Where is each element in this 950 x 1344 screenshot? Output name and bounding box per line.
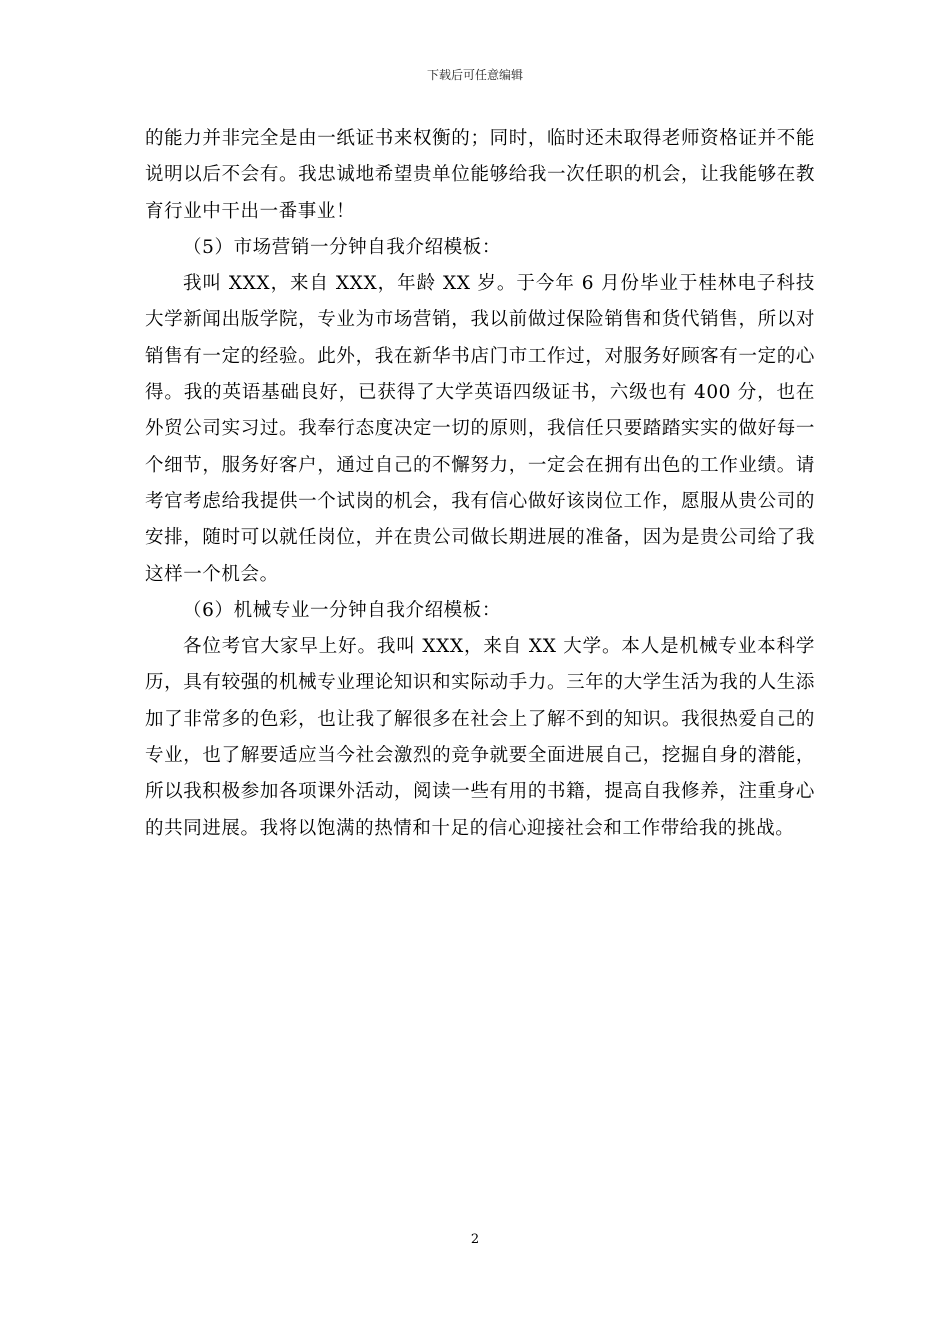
paragraph-mechanical-intro: 各位考官大家早上好。我叫 XXX，来自 XX 大学。本人是机械专业本科学历，具有较强的机械专业理论知识和实际动手力。三年的大学生活为我的人生添加了非常多的色彩，也让我了解很多在社会上了解不到的知识。我很热爱自己的专业，也了解要适应当今社会激烈的竞争就要全面进展自己，挖掘自身的潜能，所以我积极参加各项课外活动，阅读一些有用的书籍，提高自我修养，注重身心的共同进展。我将以饱满的热情和十足的信心迎接社会和工作带给我的挑战。 bbox=[145, 636, 815, 839]
page-number: 2 bbox=[470, 1232, 480, 1247]
page-header: 下载后可任意编辑 bbox=[426, 68, 523, 82]
section-heading-mechanical: （6）机械专业一分钟自我介绍模板： bbox=[183, 599, 501, 621]
section-heading-marketing: （5）市场营销一分钟自我介绍模板： bbox=[183, 236, 501, 258]
document-body bbox=[145, 121, 815, 847]
paragraph-marketing-intro: 我叫 XXX，来自 XXX，年龄 XX 岁。于今年 6 月份毕业于桂林电子科技大学新闻出版学院，专业为市场营销，我以前做过保险销售和货代销售，所以对销售有一定的经验。此外，我在新华书店门市工作过，对服务好顾客有一定的心得。我的英语基础良好，已获得了大学英语四级证书，六级也有 400 分，也在外贸公司实习过。我奉行态度决定一切的原则，我信任只要踏踏实实的做好每一个细节，服务好客户，通过自己的不懈努力，一定会在拥有出色的工作业绩。请考官考虑给我提供一个试岗的机会，我有信心做好该岗位工作，愿服从贵公司的安排，随时可以就任岗位，并在贵公司做长期进展的准备，因为是贵公司给了我这样一个机会。 bbox=[145, 273, 815, 585]
paragraph-continuation: 的能力并非完全是由一纸证书来权衡的；同时，临时还未取得老师资格证并不能说明以后不会有。我忠诚地希望贵单位能够给我一次任职的机会，让我能够在教育行业中干出一番事业！ bbox=[145, 128, 815, 222]
